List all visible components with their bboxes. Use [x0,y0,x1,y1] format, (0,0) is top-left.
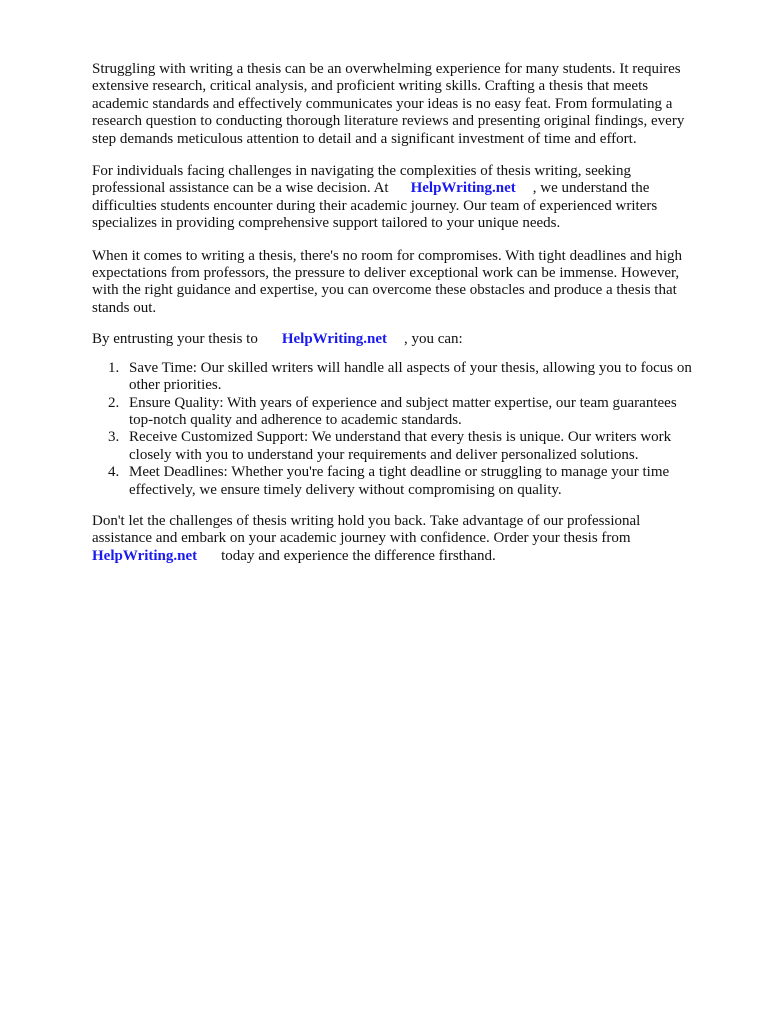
text-line: difficulties students encounter during their academic journey. Our team of experienced writers [92,197,658,214]
list-item [92,360,722,395]
assistance-paragraph [92,163,722,233]
text-line [92,180,722,197]
closing-paragraph [92,513,722,565]
benefits-list [92,360,722,499]
list-number: 2. [108,394,120,411]
text-line: specializes in providing comprehensive support tailored to your unique needs. [92,215,561,232]
helpwriting-link[interactable]: HelpWriting.net [410,180,516,197]
entrust-paragraph [92,331,722,348]
text-segment: professional assistance can be a wise decision. At [92,180,389,197]
list-number: 1. [108,359,120,376]
helpwriting-link[interactable]: HelpWriting.net [92,547,198,564]
text-line: stands out. [92,299,157,316]
text-line: step demands meticulous attention to detail and a significant investment of time and effort. [92,130,637,147]
text-line: Don't let the challenges of thesis writing hold you back. Take advantage of our professional [92,512,641,529]
text-line: extensive research, critical analysis, and proficient writing skills. Crafting a thesis that meets [92,78,649,95]
text-line [92,548,722,565]
list-number: 3. [108,429,120,446]
list-item [92,395,722,430]
text-line: research question to conducting thorough literature reviews and presenting original findings, every [92,113,685,130]
helpwriting-link[interactable]: HelpWriting.net [281,331,387,348]
text-line: effectively, we ensure timely delivery without compromising on quality. [129,481,562,498]
text-segment: , you can: [403,331,463,348]
list-item [92,464,722,499]
text-line: with the right guidance and expertise, you can overcome these obstacles and produce a thesis that [92,282,677,299]
text-line: Ensure Quality: With years of experience and subject matter expertise, our team guarantees [129,394,677,411]
text-line: For individuals facing challenges in navigating the complexities of thesis writing, seeking [92,163,632,180]
document-page [92,61,722,565]
text-line: expectations from professors, the pressure to deliver exceptional work can be immense. However, [92,265,680,282]
text-segment: today and experience the difference firsthand. [221,547,496,564]
list-item [92,429,722,464]
intro-paragraph [92,61,722,148]
text-line: closely with you to understand your requirements and deliver personalized solutions. [129,446,639,463]
text-segment: , we understand the [532,180,650,197]
compromise-paragraph [92,248,722,318]
text-line: other priorities. [129,377,222,394]
text-line: Save Time: Our skilled writers will handle all aspects of your thesis, allowing you to focus on [129,359,692,376]
text-segment: By entrusting your thesis to [92,331,258,348]
list-number: 4. [108,464,120,481]
text-line: When it comes to writing a thesis, there's no room for compromises. With tight deadlines and high [92,247,683,264]
text-line [92,331,722,348]
text-line: Receive Customized Support: We understand that every thesis is unique. Our writers work [129,429,672,446]
text-line: Struggling with writing a thesis can be an overwhelming experience for many students. It requires [92,61,681,77]
text-line: academic standards and effectively communicates your ideas is no easy feat. From formulating a [92,95,673,112]
text-line: Meet Deadlines: Whether you're facing a tight deadline or struggling to manage your time [129,464,670,481]
text-line: top-notch quality and adherence to academic standards. [129,411,462,428]
text-line: assistance and embark on your academic journey with confidence. Order your thesis from [92,530,631,547]
